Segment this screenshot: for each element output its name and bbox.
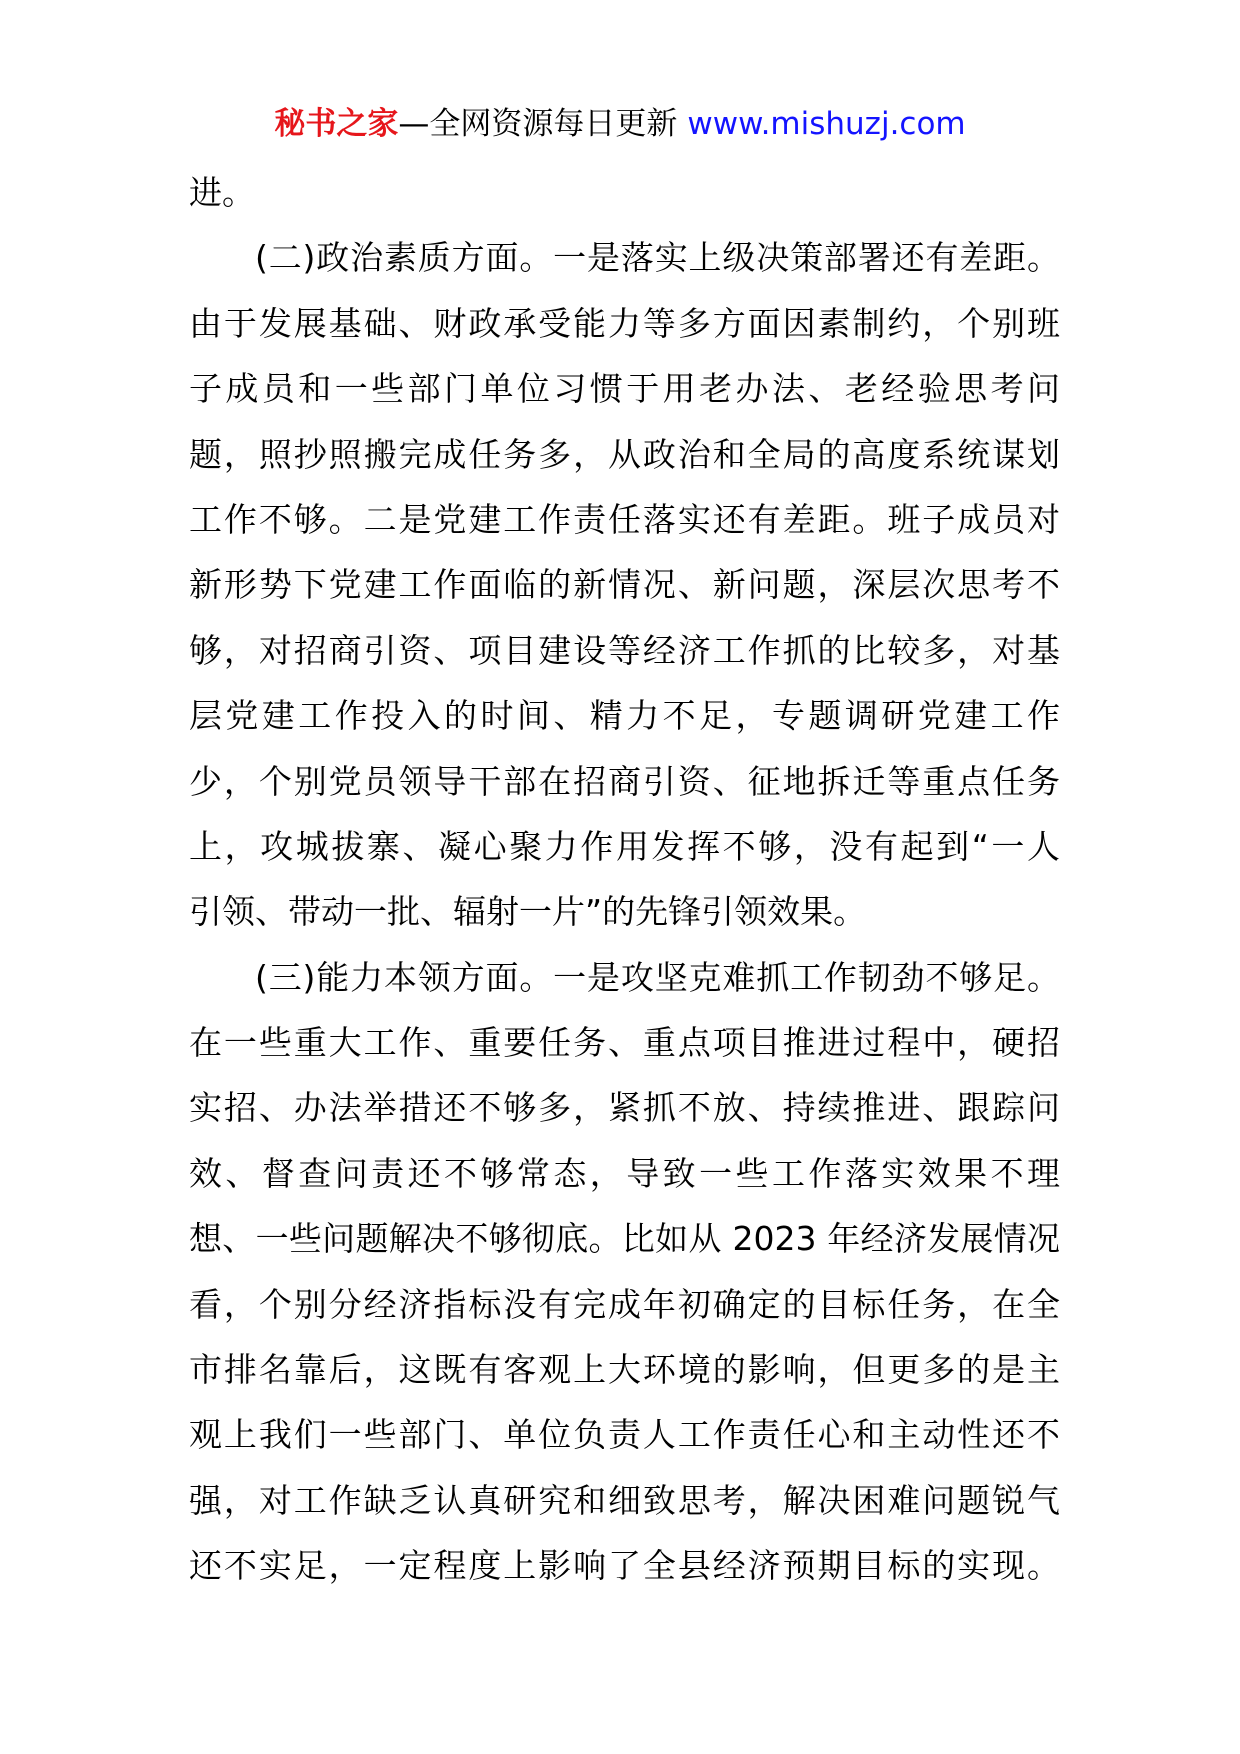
- text-line: 观上我们一些部门、单位负责人工作责任心和主动性还不: [189, 1415, 1060, 1455]
- page-header: [0, 102, 1240, 146]
- paragraph-heading-line: (三)能力本领方面。一是攻坚克难抓工作韧劲不够足。: [255, 957, 1060, 997]
- text-line: 少，个别党员领导干部在招商引资、征地拆迁等重点任务: [189, 761, 1060, 801]
- header-tagline: —全网资源每日更新: [398, 106, 678, 142]
- text-line: 引领、带动一批、辐射一片”的先锋引领效果。: [189, 892, 867, 932]
- paragraph-ability: [189, 945, 1060, 1599]
- text-line: 由于发展基础、财政承受能力等多方面因素制约，个别班: [189, 303, 1060, 343]
- text-line: 市排名靠后，这既有客观上大环境的影响，但更多的是主: [189, 1350, 1060, 1390]
- text-line: 子成员和一些部门单位习惯于用老办法、老经验思考问: [189, 369, 1060, 409]
- text-line: 层党建工作投入的时间、精力不足，专题调研党建工作: [189, 696, 1060, 736]
- paragraph-heading-line: (二)政治素质方面。一是落实上级决策部署还有差距。: [255, 238, 1060, 278]
- text-line: 上，攻城拔寨、凝心聚力作用发挥不够，没有起到“一人: [189, 826, 1060, 866]
- text-line: 实招、办法举措还不够多，紧抓不放、持续推进、跟踪问: [189, 1088, 1060, 1128]
- text-line: 在一些重大工作、重要任务、重点项目推进过程中，硬招: [189, 1023, 1060, 1063]
- text-line: 想、一些问题解决不够彻底。比如从 2023 年经济发展情况: [189, 1219, 1060, 1259]
- brand-name: 秘书之家: [274, 106, 399, 142]
- paragraph-continuation: [189, 160, 1060, 225]
- text-line: 进。: [189, 173, 255, 212]
- text-line: 工作不够。二是党建工作责任落实还有差距。班子成员对: [189, 499, 1060, 539]
- text-line: 强，对工作缺乏认真研究和细致思考，解决困难问题锐气: [189, 1480, 1060, 1520]
- text-line: 看，个别分经济指标没有完成年初确定的目标任务，在全: [189, 1284, 1060, 1324]
- paragraph-political-quality: [189, 225, 1060, 944]
- document-body: [189, 160, 1060, 1599]
- text-line: 效、督查问责还不够常态，导致一些工作落实效果不理: [189, 1153, 1060, 1193]
- text-line: 还不实足，一定程度上影响了全县经济预期目标的实现。: [189, 1546, 1060, 1586]
- text-line: 题，照抄照搬完成任务多，从政治和全局的高度系统谋划: [189, 434, 1060, 474]
- text-line: 新形势下党建工作面临的新情况、新问题，深层次思考不: [189, 565, 1060, 605]
- text-line: 够，对招商引资、项目建设等经济工作抓的比较多，对基: [189, 630, 1060, 670]
- header-url: www.mishuzj.com: [687, 106, 966, 142]
